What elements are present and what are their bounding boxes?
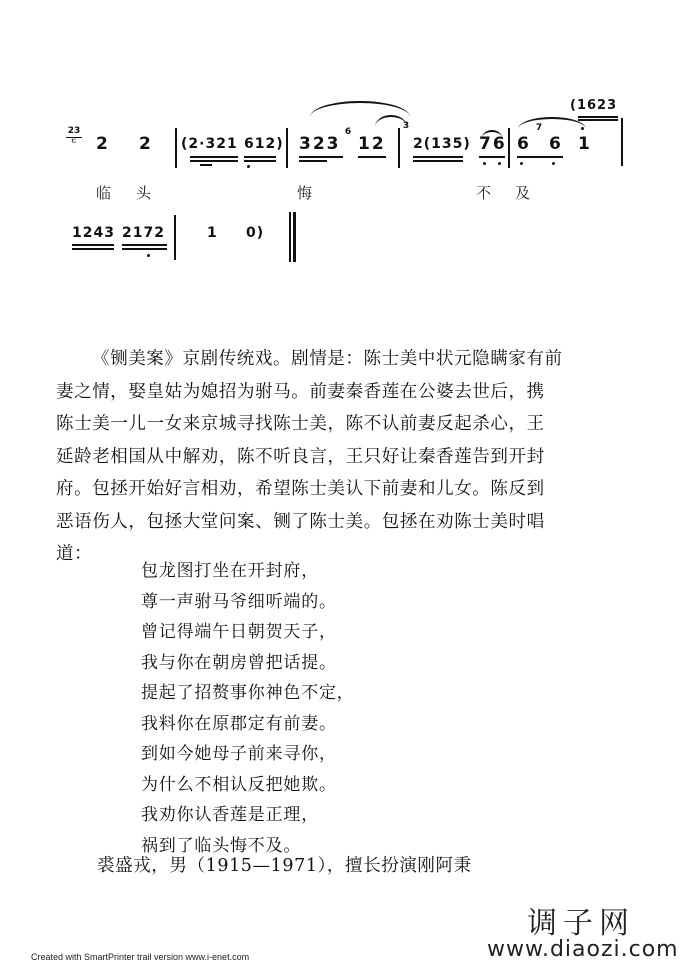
prose-line: 陈士美一儿一女来京城寻找陈士美，陈不认前妻反起杀心，王 bbox=[56, 414, 545, 434]
underline bbox=[72, 248, 114, 250]
prose-line: 府。包拯开始好言相劝，希望陈士美认下前妻和儿女。陈反到 bbox=[56, 479, 545, 499]
printer-note: Created with SmartPrinter trail version www.i-enet.com bbox=[31, 952, 250, 962]
prose-line: 道： bbox=[56, 544, 93, 564]
underline bbox=[72, 244, 114, 246]
measure4-note2: 6 bbox=[549, 134, 563, 154]
low-dot bbox=[520, 162, 523, 165]
barline bbox=[508, 128, 510, 168]
low-dot bbox=[247, 165, 250, 168]
interlude-start: (1623 bbox=[570, 98, 618, 113]
barline bbox=[174, 215, 176, 260]
underline bbox=[578, 119, 618, 121]
watermark-title: 调子网 bbox=[527, 906, 635, 941]
grace-digits: 23 bbox=[67, 126, 81, 136]
lyric: 悔 bbox=[297, 184, 313, 202]
underline bbox=[517, 156, 563, 158]
verse-line: 我料你在原郡定有前妻。 bbox=[141, 713, 337, 734]
watermark-url[interactable]: www.diaozi.com bbox=[487, 937, 679, 962]
slur bbox=[518, 117, 586, 129]
underline bbox=[479, 156, 505, 158]
prose-line: 妻之情，娶皇姑为媳招为驸马。前妻秦香莲在公婆去世后，携 bbox=[56, 381, 545, 402]
barline bbox=[286, 128, 288, 168]
prose-line: 恶语伤人，包拯大堂问案、铡了陈士美。包拯在劝陈士美时唱 bbox=[56, 511, 545, 532]
underline bbox=[413, 160, 463, 162]
measure2-group2: 12 bbox=[358, 134, 386, 154]
verse-line: 我与你在朝房曾把话提。 bbox=[141, 652, 337, 673]
low-dot bbox=[552, 162, 555, 165]
low-dot bbox=[498, 162, 501, 165]
underline bbox=[299, 160, 327, 162]
barline bbox=[398, 128, 400, 168]
underline bbox=[122, 248, 167, 250]
barline bbox=[175, 128, 177, 168]
grace-note-prefix: 23 ㄷ bbox=[67, 126, 81, 145]
prose-line: 延龄老相国从中解劝，陈不听良言，王只好让秦香莲告到开封 bbox=[56, 446, 545, 467]
measure3-group1: 2(135) bbox=[413, 136, 471, 152]
measure2-group1: 323 bbox=[299, 134, 341, 154]
verse-block bbox=[141, 556, 641, 861]
synopsis-paragraph bbox=[56, 343, 676, 571]
lyric: 不 bbox=[476, 184, 492, 202]
measure3-group2: 76 bbox=[479, 134, 507, 154]
verse-line: 包龙图打坐在开封府， bbox=[141, 561, 319, 581]
measure1-group2: 612) bbox=[244, 136, 284, 152]
note-0: 0) bbox=[246, 225, 265, 241]
bio-line: 裘盛戎，男（1915—1971），擅长扮演刚阿秉 bbox=[97, 856, 472, 876]
low-dot bbox=[483, 162, 486, 165]
verse-line: 为什么不相认反把她欺。 bbox=[141, 774, 337, 795]
note-2a: 2 bbox=[96, 134, 110, 154]
underline bbox=[200, 164, 212, 166]
lyric: 临 bbox=[96, 184, 112, 202]
lyric: 头 bbox=[136, 184, 152, 202]
verse-line: 提起了招赘事你神色不定， bbox=[141, 683, 355, 703]
low-dot bbox=[147, 254, 150, 257]
lyric: 及 bbox=[515, 184, 531, 202]
high-dot bbox=[581, 127, 584, 130]
prose-line: 《铡美案》京剧传统戏。剧情是：陈士美中状元隐瞒家有前 bbox=[92, 349, 563, 369]
final-barline bbox=[289, 212, 291, 262]
verse-line: 我劝你认香莲是正理， bbox=[141, 805, 319, 825]
underline bbox=[190, 160, 238, 162]
group-2172: 2172 bbox=[122, 225, 165, 241]
verse-line: 曾记得端午日朝贺天子， bbox=[141, 622, 337, 642]
underline bbox=[190, 156, 238, 158]
verse-line: 尊一声驸马爷细听端的。 bbox=[141, 591, 337, 612]
grace-note: 7 bbox=[535, 123, 543, 133]
final-barline bbox=[293, 212, 296, 262]
group-1243: 1243 bbox=[72, 225, 115, 241]
measure4-note3: 1 bbox=[578, 134, 592, 154]
underline bbox=[299, 156, 343, 158]
grace-note: 3 bbox=[402, 121, 410, 131]
measure1-group1: (2·321 bbox=[181, 136, 238, 152]
underline bbox=[244, 156, 276, 158]
verse-line: 到如今她母子前来寻你， bbox=[141, 744, 337, 764]
note-2b: 2 bbox=[139, 134, 153, 154]
underline bbox=[244, 160, 276, 162]
barline bbox=[621, 118, 623, 166]
underline bbox=[578, 116, 618, 118]
grace-note: 6 bbox=[344, 127, 352, 137]
verse-line: 祸到了临头悔不及。 bbox=[141, 835, 302, 856]
underline bbox=[413, 156, 463, 158]
note-1: 1 bbox=[207, 225, 218, 241]
measure4-note1: 6 bbox=[517, 134, 531, 154]
underline bbox=[122, 244, 167, 246]
underline bbox=[358, 156, 386, 158]
